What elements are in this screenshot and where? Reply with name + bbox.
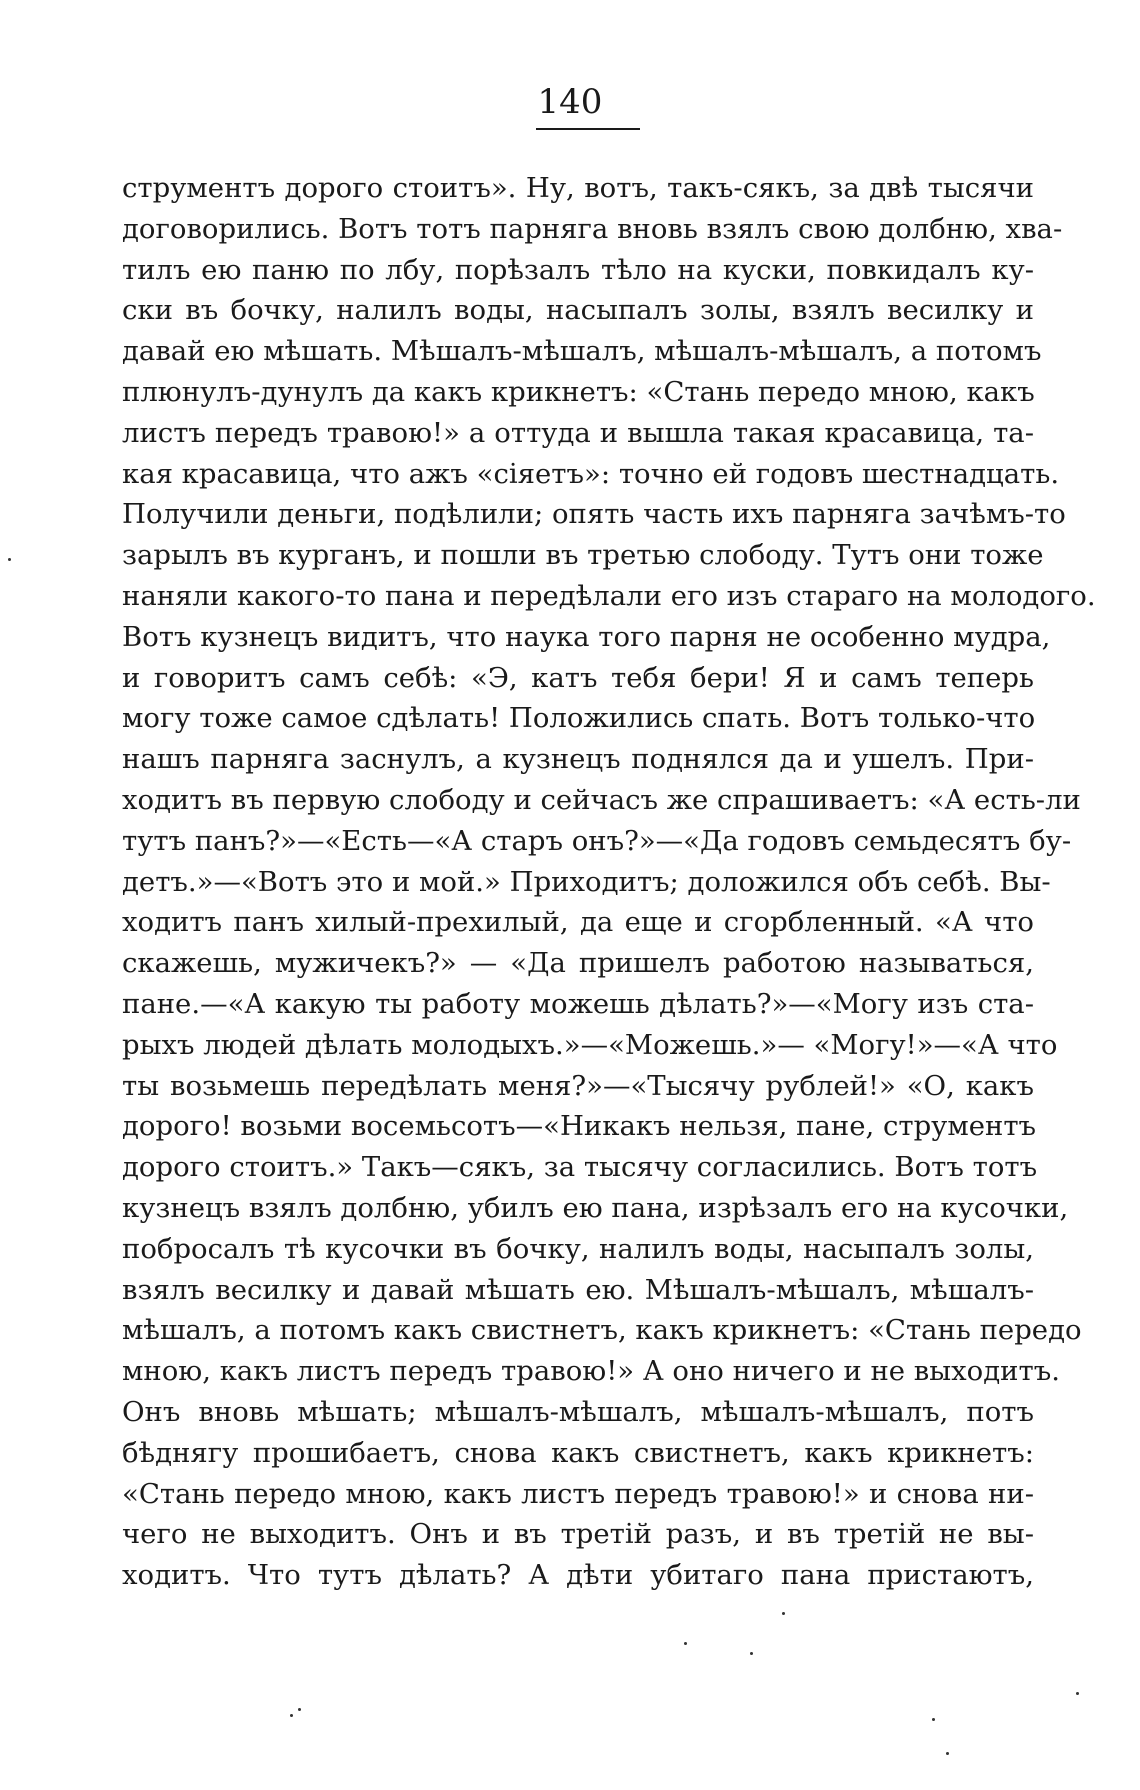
- text-line: ты возьмешь передѣлать меня?»—«Тысячу рублей!» «О, какъ: [122, 1069, 1034, 1102]
- scan-speck: [932, 1718, 935, 1721]
- text-line: ски въ бочку, налилъ воды, насыпалъ золы, взялъ весилку и: [122, 294, 1034, 327]
- text-line: дорого стоитъ.» Такъ—сякъ, за тысячу согласились. Вотъ тотъ: [122, 1151, 1038, 1184]
- text-line: Получили деньги, подѣлили; опять часть ихъ парняга зачѣмъ-то: [122, 498, 1066, 531]
- text-line: мною, какъ листъ передъ травою!» А оно ничего и не выходитъ.: [122, 1355, 1060, 1388]
- text-line: тутъ панъ?»—«Есть—«А старъ онъ?»—«Да годовъ семьдесятъ бу-: [122, 824, 1072, 857]
- text-line: ходитъ въ первую слободу и сейчасъ же спрашиваетъ: «А есть-ли: [122, 783, 1081, 816]
- text-line: давай ею мѣшать. Мѣшалъ-мѣшалъ, мѣшалъ-мѣшалъ, а потомъ: [122, 335, 1042, 368]
- text-line: листъ передъ травою!» а оттуда и вышла такая красавица, та-: [122, 416, 1034, 449]
- text-line: детъ.»—«Вотъ это и мой.» Приходитъ; доложился объ себѣ. Вы-: [122, 865, 1051, 898]
- text-line: договорились. Вотъ тотъ парняга вновь взялъ свою долбню, хва-: [122, 212, 1063, 245]
- page-number-rule: [536, 128, 640, 130]
- text-line: рыхъ людей дѣлать молодыхъ.»—«Можешь.»— «Могу!»—«А что: [122, 1028, 1058, 1061]
- text-line: кузнецъ взялъ долбню, убилъ ею пана, изрѣзалъ его на кусочки,: [122, 1191, 1069, 1224]
- text-line: чего не выходитъ. Онъ и въ третій разъ, и въ третій не вы-: [122, 1518, 1034, 1551]
- scan-speck: [290, 1714, 293, 1717]
- text-line: могу тоже самое сдѣлать! Положились спать. Вотъ только-что: [122, 702, 1036, 735]
- scan-speck: [298, 1708, 301, 1711]
- text-line: взялъ весилку и давай мѣшать ею. Мѣшалъ-мѣшалъ, мѣшалъ-: [122, 1273, 1034, 1306]
- text-line: мѣшалъ, а потомъ какъ свистнетъ, какъ крикнетъ: «Стань передо: [122, 1314, 1082, 1347]
- text-line: наняли какого-то пана и передѣлали его изъ стараго на молодого.: [122, 579, 1096, 612]
- scan-speck: [782, 1612, 785, 1615]
- scan-speck: [1076, 1692, 1079, 1695]
- text-line: зарылъ въ курганъ, и пошли въ третью слободу. Тутъ они тоже: [122, 539, 1044, 572]
- text-line: тилъ ею паню по лбу, порѣзалъ тѣло на куски, повкидалъ ку-: [122, 253, 1034, 286]
- text-line: скажешь, мужичекъ?» — «Да пришелъ работою называться,: [122, 947, 1034, 980]
- text-line: ходитъ панъ хилый-прехилый, да еще и сгорбленный. «А что: [122, 906, 1034, 939]
- text-line: бѣднягу прошибаетъ, снова какъ свистнетъ, какъ крикнетъ:: [122, 1436, 1034, 1469]
- page-number: 140: [537, 82, 603, 122]
- text-line: ходитъ. Что тутъ дѣлать? А дѣти убитаго пана пристаютъ,: [122, 1559, 1034, 1592]
- text-line: побросалъ тѣ кусочки въ бочку, налилъ воды, насыпалъ золы,: [122, 1232, 1034, 1265]
- text-line: дорого! возьми восемьсотъ—«Никакъ нельзя, пане, струментъ: [122, 1110, 1037, 1143]
- text-line: Вотъ кузнецъ видитъ, что наука того парня не особенно мудра,: [122, 620, 1051, 653]
- text-line: струментъ дорого стоитъ». Ну, вотъ, такъ-сякъ, за двѣ тысячи: [122, 172, 1034, 204]
- body-text: [122, 168, 1096, 1596]
- text-line: пане.—«А какую ты работу можешь дѣлать?»—«Могу изъ ста-: [122, 987, 1034, 1020]
- scan-speck: [750, 1652, 753, 1655]
- text-line: Онъ вновь мѣшать; мѣшалъ-мѣшалъ, мѣшалъ-мѣшалъ, потъ: [122, 1395, 1034, 1428]
- text-line: «Стань передо мною, какъ листъ передъ травою!» и снова ни-: [122, 1477, 1034, 1510]
- scan-speck: [8, 558, 11, 561]
- text-line: кая красавица, что ажъ «сіяетъ»: точно ей годовъ шестнадцать.: [122, 457, 1060, 490]
- text-line: нашъ парняга заснулъ, а кузнецъ поднялся да и ушелъ. При-: [122, 743, 1034, 776]
- text-line: и говоритъ самъ себѣ: «Э, катъ тебя бери! Я и самъ теперь: [122, 661, 1034, 694]
- text-line: плюнулъ-дунулъ да какъ крикнетъ: «Стань передо мною, какъ: [122, 375, 1035, 408]
- scan-speck: [684, 1642, 687, 1645]
- scan-speck: [946, 1752, 949, 1755]
